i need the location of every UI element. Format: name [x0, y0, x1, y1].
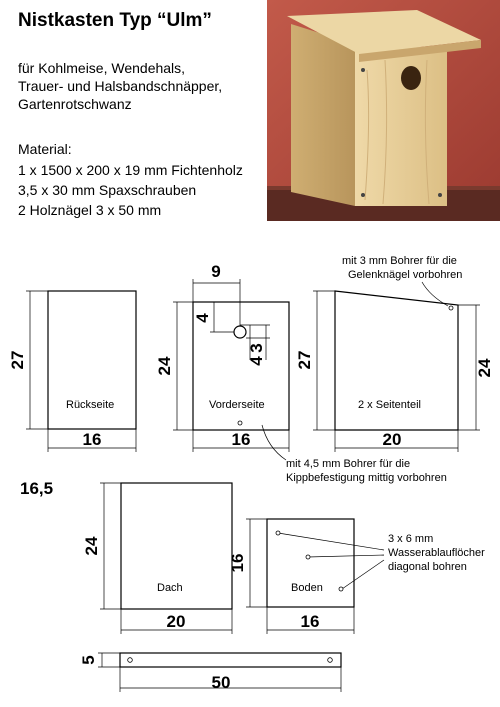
bird-line-2: Trauer- und Halsbandschnäpper,: [18, 78, 223, 94]
material-heading: Material:: [18, 141, 72, 157]
dim-hole-a: 3: [247, 343, 266, 353]
dim-rueckseite-width: 16: [82, 430, 102, 449]
bird-line-3: Gartenrotschwanz: [18, 96, 132, 112]
note-wasser-line-3: diagonal bohren: [388, 561, 467, 573]
dim-leiste-width: 50: [211, 673, 231, 692]
dim-seitenteil-height-right: 24: [475, 358, 494, 378]
dim-rueckseite-height: 27: [8, 350, 27, 370]
dim-vorderseite-height: 24: [155, 356, 174, 376]
dim-leiste-height: 5: [79, 655, 98, 665]
label-boden: Boden: [291, 582, 323, 594]
note-gelenk-line-2: Gelenknägel vorbohren: [348, 269, 463, 281]
dim-boden-width: 16: [300, 612, 320, 631]
material-line-2: 3,5 x 30 mm Spaxschrauben: [18, 182, 197, 198]
note-kipp-line-2: Kippbefestigung mittig vorbohren: [286, 472, 447, 484]
dim-vorderseite-width: 16: [231, 430, 251, 449]
dim-dach-height: 24: [82, 536, 101, 556]
page-title: Nistkasten Typ “Ulm”: [18, 10, 212, 31]
label-seitenteil: 2 x Seitenteil: [358, 399, 421, 411]
note-gelenk-line-1: mit 3 mm Bohrer für die: [342, 255, 457, 267]
entrance-hole: [234, 326, 246, 338]
bird-line-1: für Kohlmeise, Wendehals,: [18, 60, 186, 76]
material-line-3: 2 Holznägel 3 x 50 mm: [18, 202, 162, 218]
label-dach: Dach: [157, 582, 183, 594]
material-line-1: 1 x 1500 x 200 x 19 mm Fichtenholz: [18, 162, 243, 178]
dim-hole-offset-top: 4: [193, 313, 212, 323]
dim-hole-b: 4: [247, 356, 266, 366]
dim-dach-width: 20: [166, 612, 186, 631]
note-kipp-line-1: mit 4,5 mm Bohrer für die: [286, 458, 411, 470]
dim-hole-offset-x: 9: [211, 262, 221, 281]
note-wasser-line-2: Wasserablauflöcher: [388, 547, 485, 559]
dim-boden-height: 16: [228, 553, 247, 573]
dim-seitenteil-width: 20: [382, 430, 402, 449]
label-vorderseite: Vorderseite: [209, 399, 265, 411]
part-leiste: [120, 653, 341, 667]
note-wasser-line-1: 3 x 6 mm: [388, 533, 434, 545]
dim-seitenteil-height-left: 27: [295, 350, 314, 370]
label-rueckseite: Rückseite: [66, 399, 115, 411]
dim-dach-overall: 16,5: [20, 479, 54, 498]
